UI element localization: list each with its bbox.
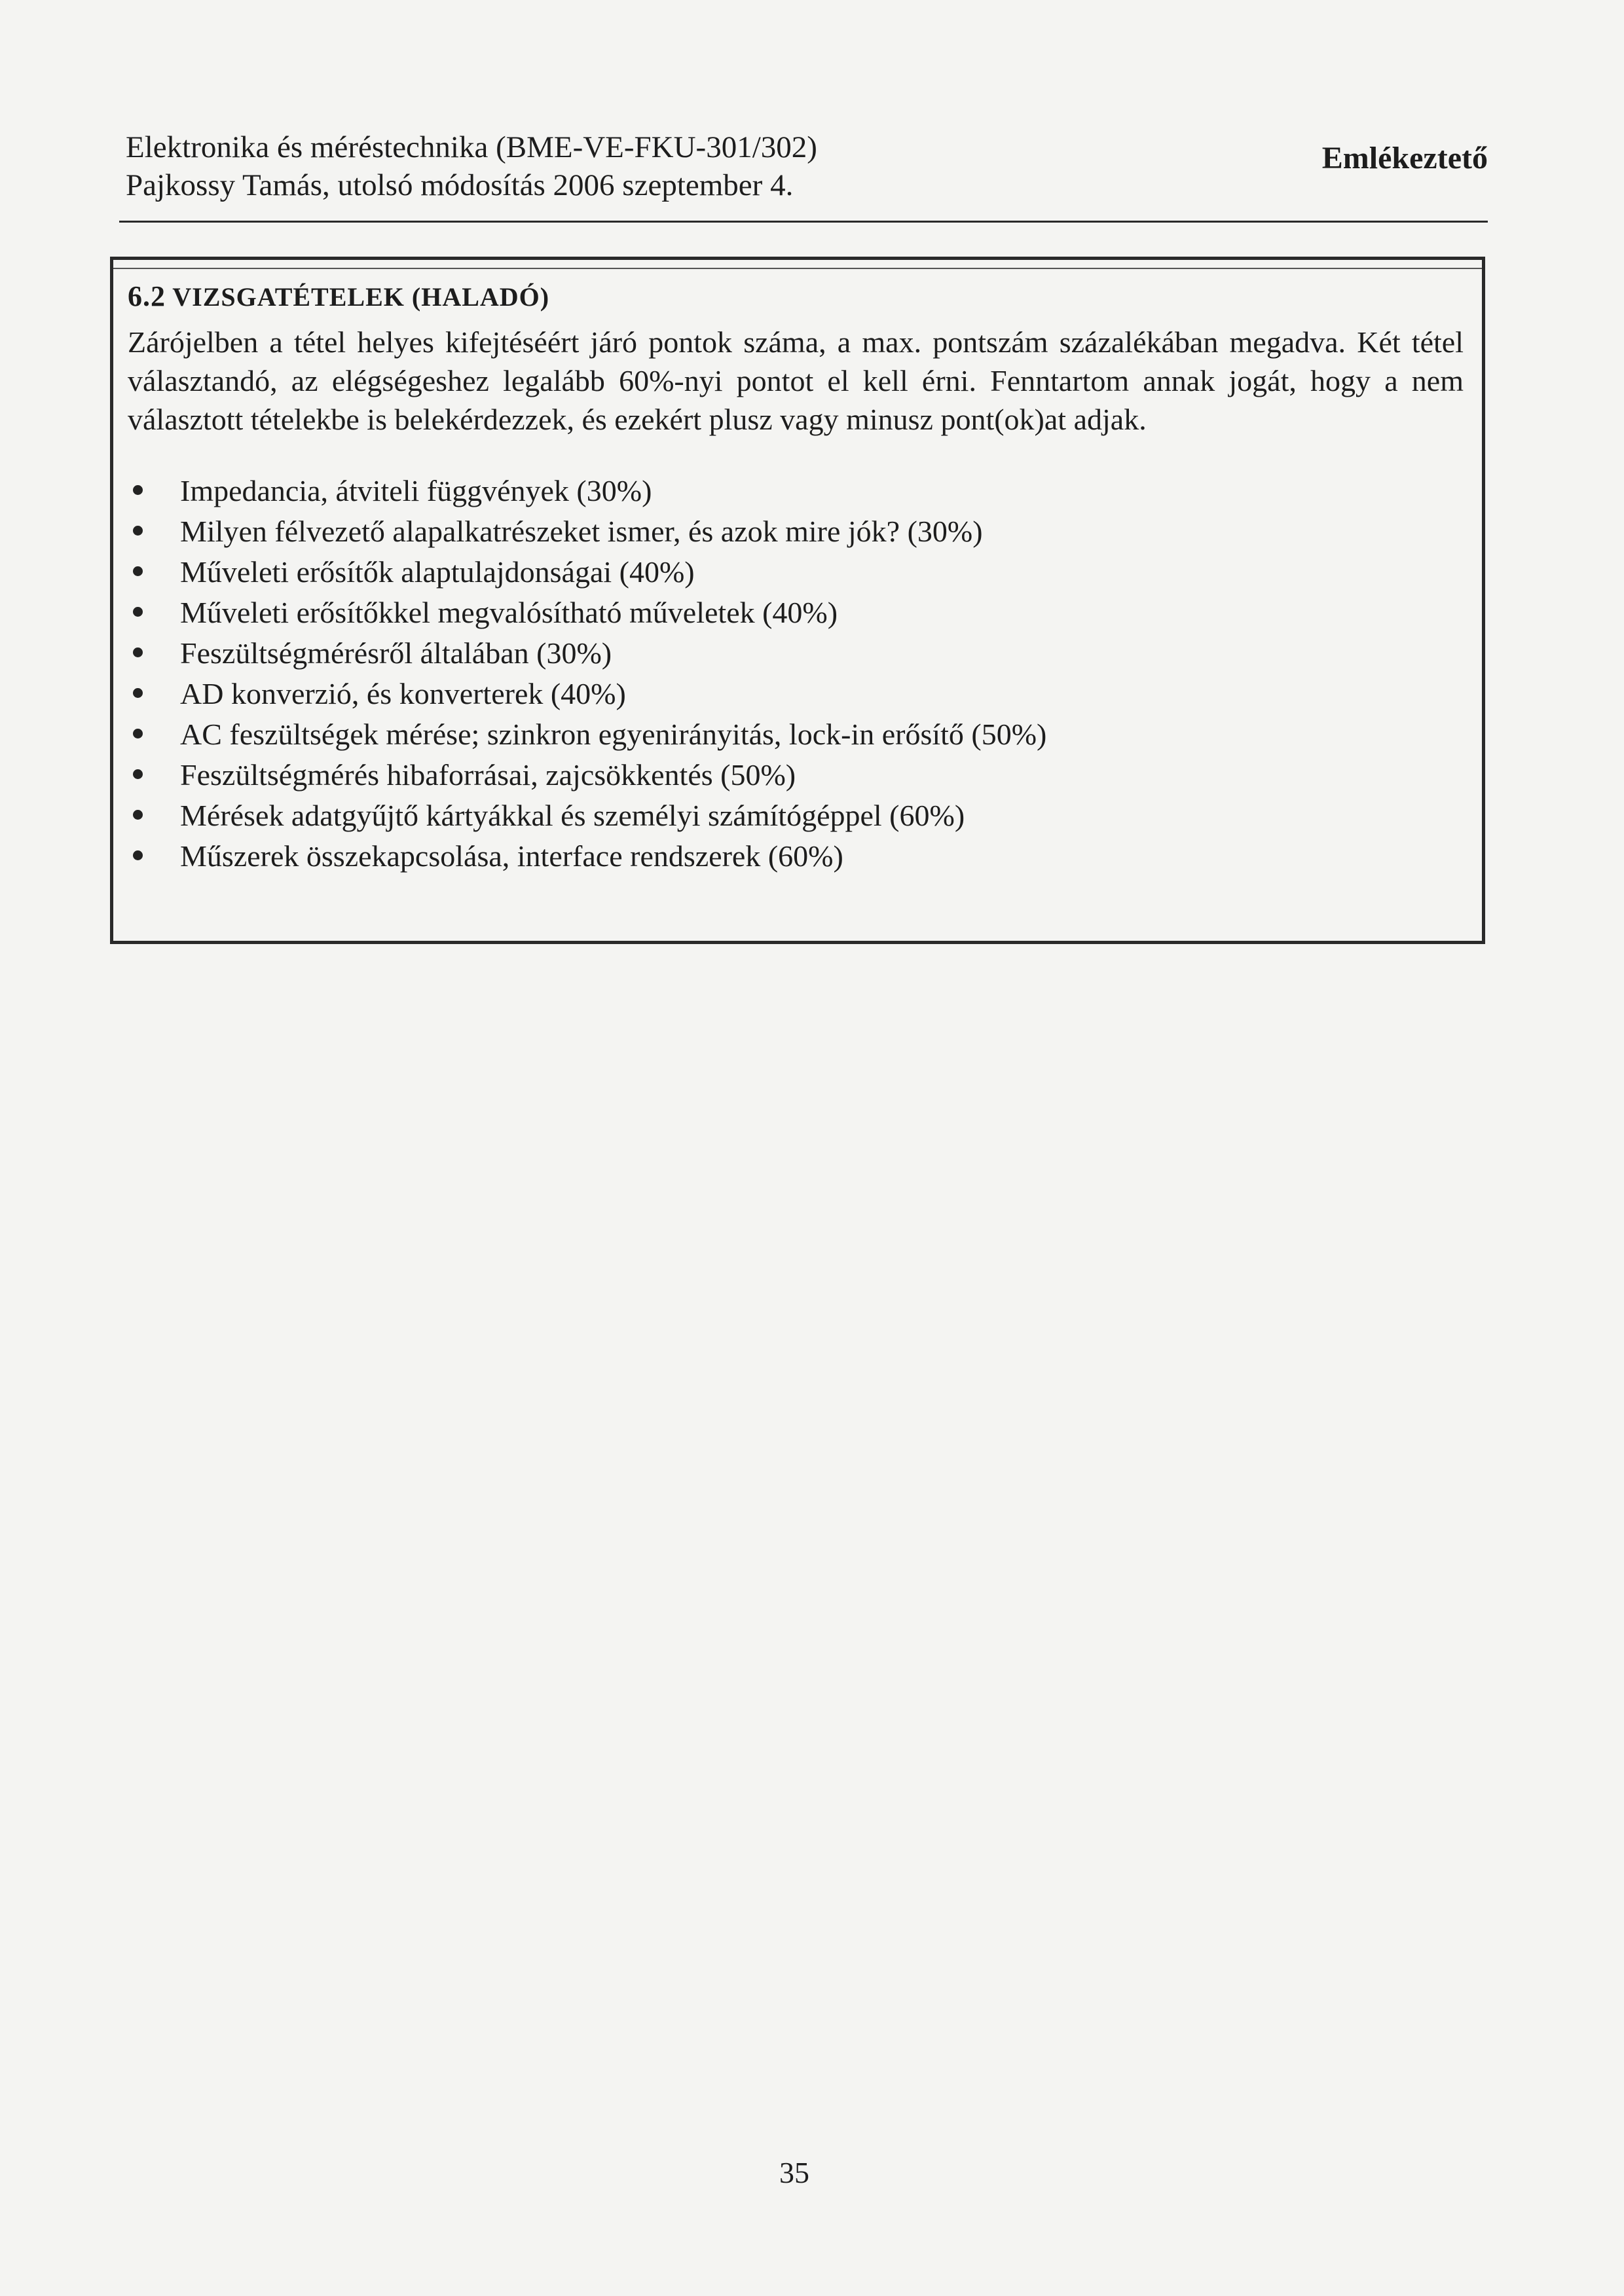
topic-list — [128, 471, 1046, 877]
list-item — [128, 674, 1046, 714]
header-left — [126, 128, 817, 204]
bullet-icon — [133, 850, 143, 860]
list-item-text: Mérések adatgyűjtő kártyákkal és személyi számítógéppel (60%) — [180, 799, 965, 832]
list-item — [128, 511, 1046, 552]
bullet-icon — [133, 526, 143, 536]
list-item-text: AC feszültségek mérése; szinkron egyenirányitás, lock-in erősítő (50%) — [180, 718, 1047, 751]
author-line: Pajkossy Tamás, utolsó módosítás 2006 szeptember 4. — [126, 168, 794, 202]
bullet-icon — [133, 647, 143, 657]
document-type: Emlékeztető — [1321, 141, 1488, 175]
page-header — [119, 128, 1488, 223]
list-item — [128, 714, 1046, 755]
bullet-icon — [133, 688, 143, 698]
list-item — [128, 836, 1046, 877]
list-item — [128, 755, 1046, 795]
list-item-text: Milyen félvezető alapalkatrészeket ismer, és azok mire jók? (30%) — [180, 515, 983, 548]
list-item-text: Műveleti erősítőkkel megvalósítható műveletek (40%) — [180, 596, 838, 629]
list-item — [128, 552, 1046, 592]
page-number: 35 — [779, 2156, 809, 2189]
list-item-text: Feszültségmérésről általában (30%) — [180, 636, 612, 670]
section-number: 6.2 — [128, 280, 166, 312]
list-item — [128, 633, 1046, 674]
section-title — [128, 280, 549, 313]
bullet-icon — [133, 607, 143, 617]
bullet-icon — [133, 810, 143, 820]
header-divider — [119, 221, 1488, 223]
section-title-text: VIZSGATÉTELEK (HALADÓ) — [172, 282, 550, 312]
bullet-icon — [133, 769, 143, 779]
list-item — [128, 795, 1046, 836]
list-item-text: Műszerek összekapcsolása, interface rendszerek (60%) — [180, 839, 843, 873]
bullet-icon — [133, 566, 143, 576]
box-top-rule — [113, 268, 1482, 269]
exam-topics-box — [110, 257, 1485, 944]
list-item — [128, 471, 1046, 511]
list-item — [128, 592, 1046, 633]
course-line: Elektronika és méréstechnika (BME-VE-FKU-301/302) — [126, 130, 817, 164]
section-intro: Zárójelben a tétel helyes kifejtéséért járó pontok száma, a max. pontszám százalékában megadva. Két tétel választandó, az elégségeshez legalább 60%-nyi pontot el kell érni. Fenntartom annak jogát, hogy a nem választott tételekbe is belekérdezzek, és ezekért plusz vagy minusz pont(ok)at adjak. — [128, 325, 1464, 436]
bullet-icon — [133, 729, 143, 738]
list-item-text: AD konverzió, és konverterek (40%) — [180, 677, 626, 710]
list-item-text: Feszültségmérés hibaforrásai, zajcsökkentés (50%) — [180, 758, 796, 792]
bullet-icon — [133, 485, 143, 495]
list-item-text: Műveleti erősítők alaptulajdonságai (40%) — [180, 555, 695, 589]
list-item-text: Impedancia, átviteli függvények (30%) — [180, 474, 652, 507]
